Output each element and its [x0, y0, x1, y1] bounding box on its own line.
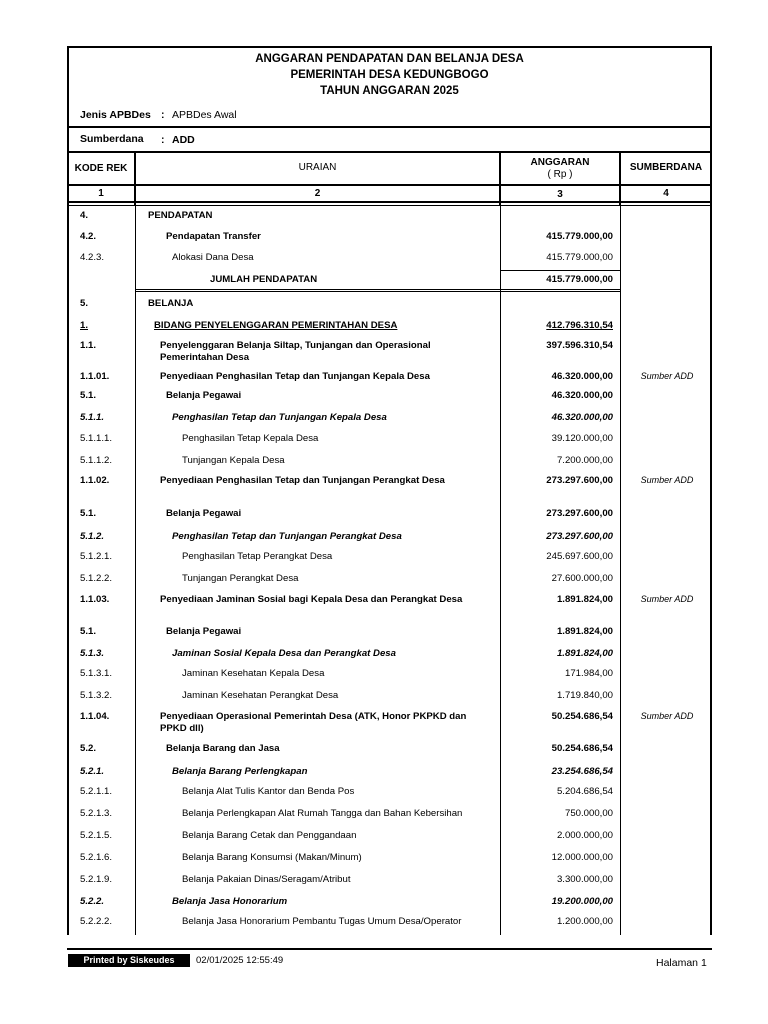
anggaran-value: 27.600.000,00	[551, 573, 613, 584]
kode-rek: 5.2.1.	[80, 766, 105, 777]
kode-rek: 1.1.01.	[80, 371, 110, 382]
kode-rek: 5.1.	[80, 626, 97, 637]
col-sumberdana-header: SUMBERDANA	[629, 162, 703, 173]
kode-rek: 5.2.2.2.	[80, 916, 113, 927]
uraian: Jaminan Kesehatan Perangkat Desa	[182, 690, 339, 701]
kode-rek: 5.2.	[80, 743, 97, 754]
anggaran-value: 1.891.824,00	[556, 648, 613, 659]
divider	[67, 948, 712, 950]
kode-rek: 5.1.	[80, 390, 97, 401]
anggaran-value: 245.697.600,00	[546, 551, 613, 562]
uraian: BIDANG PENYELENGGARAN PEMERINTAHAN DESA	[154, 320, 398, 331]
sumber-sep: :	[161, 134, 165, 146]
anggaran-value: 273.297.600,00	[546, 475, 613, 486]
uraian: Belanja Jasa Honorarium	[172, 896, 288, 907]
uraian: Penyediaan Operasional Pemerintah Desa (ATK, Honor PKPKD dan PPKD dll)	[160, 711, 467, 734]
divider	[67, 184, 712, 186]
kode-rek: 5.1.3.2.	[80, 690, 113, 701]
divider	[500, 270, 620, 271]
report-title-3: TAHUN ANGGARAN 2025	[320, 85, 459, 97]
col-num-1: 1	[98, 188, 104, 199]
divider	[67, 205, 712, 206]
anggaran-value: 46.320.000,00	[551, 371, 613, 382]
uraian: Penghasilan Tetap dan Tunjangan Kepala Desa	[172, 412, 387, 423]
divider	[135, 289, 620, 290]
uraian: Belanja Alat Tulis Kantor dan Benda Pos	[182, 786, 355, 797]
kode-rek: 5.2.1.1.	[80, 786, 113, 797]
kode-rek: 1.1.03.	[80, 594, 110, 605]
kode-rek: 5.1.1.2.	[80, 455, 113, 466]
uraian: Belanja Pegawai	[166, 390, 242, 401]
uraian: Belanja Pakaian Dinas/Seragam/Atribut	[182, 874, 351, 885]
col-uraian-header: URAIAN	[298, 162, 337, 173]
divider	[67, 126, 712, 128]
kode-rek: 5.2.1.6.	[80, 852, 113, 863]
uraian: Belanja Barang dan Jasa	[166, 743, 280, 754]
anggaran-value: 397.596.310,54	[546, 340, 613, 351]
anggaran-value: 171.984,00	[564, 668, 613, 679]
anggaran-value: 2.000.000,00	[556, 830, 613, 841]
col-anggaran-header: ANGGARAN	[530, 157, 590, 168]
uraian: Penghasilan Tetap Perangkat Desa	[182, 551, 333, 562]
sumber-label: Sumberdana	[80, 133, 144, 145]
anggaran-value: 3.300.000,00	[556, 874, 613, 885]
uraian: Penyelenggaran Belanja Siltap, Tunjangan dan Operasional Pemerintahan Desa	[160, 340, 431, 363]
page-number: Halaman 1	[656, 957, 707, 969]
divider	[67, 201, 712, 203]
anggaran-value: 1.891.824,00	[556, 626, 613, 637]
kode-rek: 5.1.1.	[80, 412, 105, 423]
col-divider	[620, 205, 621, 935]
uraian: Penyediaan Jaminan Sosial bagi Kepala Desa dan Perangkat Desa	[160, 594, 463, 605]
uraian: Belanja Barang Konsumsi (Makan/Minum)	[182, 852, 362, 863]
uraian: Belanja Pegawai	[166, 626, 242, 637]
uraian: Penghasilan Tetap dan Tunjangan Perangkat Desa	[172, 531, 402, 542]
anggaran-value: 12.000.000,00	[551, 852, 613, 863]
anggaran-value: 1.719.840,00	[556, 690, 613, 701]
anggaran-value: 46.320.000,00	[551, 390, 613, 401]
col-num-3: 3	[557, 189, 563, 200]
col-kode-header: KODE REK	[74, 163, 128, 174]
anggaran-value: 415.779.000,00	[546, 252, 613, 263]
uraian: Belanja Jasa Honorarium Pembantu Tugas Umum Desa/Operator	[182, 916, 462, 927]
anggaran-value: 1.200.000,00	[556, 916, 613, 927]
anggaran-value: 19.200.000,00	[551, 896, 613, 907]
uraian: Tunjangan Perangkat Desa	[182, 573, 299, 584]
uraian: Pendapatan Transfer	[166, 231, 261, 242]
uraian: Jaminan Sosial Kepala Desa dan Perangkat Desa	[172, 648, 396, 659]
kode-rek: 1.1.	[80, 340, 97, 351]
sumberdana-value: Sumber ADD	[640, 594, 694, 604]
kode-rek: 5.2.1.3.	[80, 808, 113, 819]
anggaran-value: 273.297.600,00	[546, 531, 613, 542]
report-title-1: ANGGARAN PENDAPATAN DAN BELANJA DESA	[255, 53, 524, 65]
anggaran-value: 1.891.824,00	[556, 594, 613, 605]
kode-rek: 5.1.2.1.	[80, 551, 113, 562]
uraian: Tunjangan Kepala Desa	[182, 455, 285, 466]
kode-rek: 5.1.	[80, 508, 97, 519]
kode-rek: 1.1.04.	[80, 711, 110, 722]
printed-by-badge: Printed by Siskeudes	[68, 954, 190, 967]
kode-rek: 5.1.1.1.	[80, 433, 113, 444]
anggaran-value: 415.779.000,00	[546, 274, 613, 285]
col-divider	[500, 205, 501, 935]
anggaran-value: 23.254.686,54	[551, 766, 613, 777]
kode-rek: 5.1.3.1.	[80, 668, 113, 679]
divider	[135, 291, 620, 292]
kode-rek: 4.2.	[80, 231, 97, 242]
anggaran-value: 412.796.310,54	[546, 320, 613, 331]
anggaran-value: 50.254.686,54	[551, 743, 613, 754]
jenis-value: APBDes Awal	[172, 109, 237, 121]
uraian: Penghasilan Tetap Kepala Desa	[182, 433, 319, 444]
uraian: Belanja Pegawai	[166, 508, 242, 519]
uraian: Penyediaan Penghasilan Tetap dan Tunjangan Perangkat Desa	[160, 475, 445, 486]
uraian: Belanja Barang Cetak dan Penggandaan	[182, 830, 357, 841]
anggaran-value: 273.297.600,00	[546, 508, 613, 519]
kode-rek: 1.	[80, 320, 89, 331]
sumber-value: ADD	[172, 134, 195, 146]
uraian: Jaminan Kesehatan Kepala Desa	[182, 668, 325, 679]
kode-rek: 5.2.1.5.	[80, 830, 113, 841]
uraian: BELANJA	[148, 298, 194, 309]
kode-rek: 5.2.2.	[80, 896, 105, 907]
kode-rek: 5.1.2.2.	[80, 573, 113, 584]
print-datetime: 02/01/2025 12:55:49	[196, 955, 284, 966]
kode-rek: 4.2.3.	[80, 252, 105, 263]
uraian: Belanja Perlengkapan Alat Rumah Tangga dan Bahan Kebersihan	[182, 808, 463, 819]
anggaran-value: 5.204.686,54	[556, 786, 613, 797]
col-num-2: 2	[314, 188, 321, 199]
uraian: JUMLAH PENDAPATAN	[210, 274, 318, 285]
report-title-2: PEMERINTAH DESA KEDUNGBOGO	[290, 69, 489, 81]
sumberdana-value: Sumber ADD	[640, 475, 694, 485]
anggaran-value: 750.000,00	[564, 808, 613, 819]
col-num-4: 4	[663, 188, 669, 199]
sumberdana-value: Sumber ADD	[640, 711, 694, 721]
anggaran-value: 415.779.000,00	[546, 231, 613, 242]
jenis-sep: :	[161, 109, 165, 121]
sumberdana-value: Sumber ADD	[640, 371, 694, 381]
kode-rek: 4.	[80, 210, 89, 221]
col-divider	[135, 205, 136, 935]
anggaran-value: 50.254.686,54	[551, 711, 613, 722]
uraian: PENDAPATAN	[148, 210, 213, 221]
uraian: Penyediaan Penghasilan Tetap dan Tunjangan Kepala Desa	[160, 371, 430, 382]
kode-rek: 5.2.1.9.	[80, 874, 113, 885]
kode-rek: 5.1.3.	[80, 648, 105, 659]
anggaran-value: 7.200.000,00	[556, 455, 613, 466]
anggaran-value: 39.120.000,00	[551, 433, 613, 444]
kode-rek: 5.1.2.	[80, 531, 105, 542]
uraian: Alokasi Dana Desa	[172, 252, 254, 263]
kode-rek: 1.1.02.	[80, 475, 110, 486]
jenis-label: Jenis APBDes	[80, 109, 151, 121]
uraian: Belanja Barang Perlengkapan	[172, 766, 308, 777]
kode-rek: 5.	[80, 298, 89, 309]
divider	[67, 151, 712, 153]
anggaran-value: 46.320.000,00	[551, 412, 613, 423]
col-anggaran-unit: ( Rp )	[547, 169, 573, 180]
